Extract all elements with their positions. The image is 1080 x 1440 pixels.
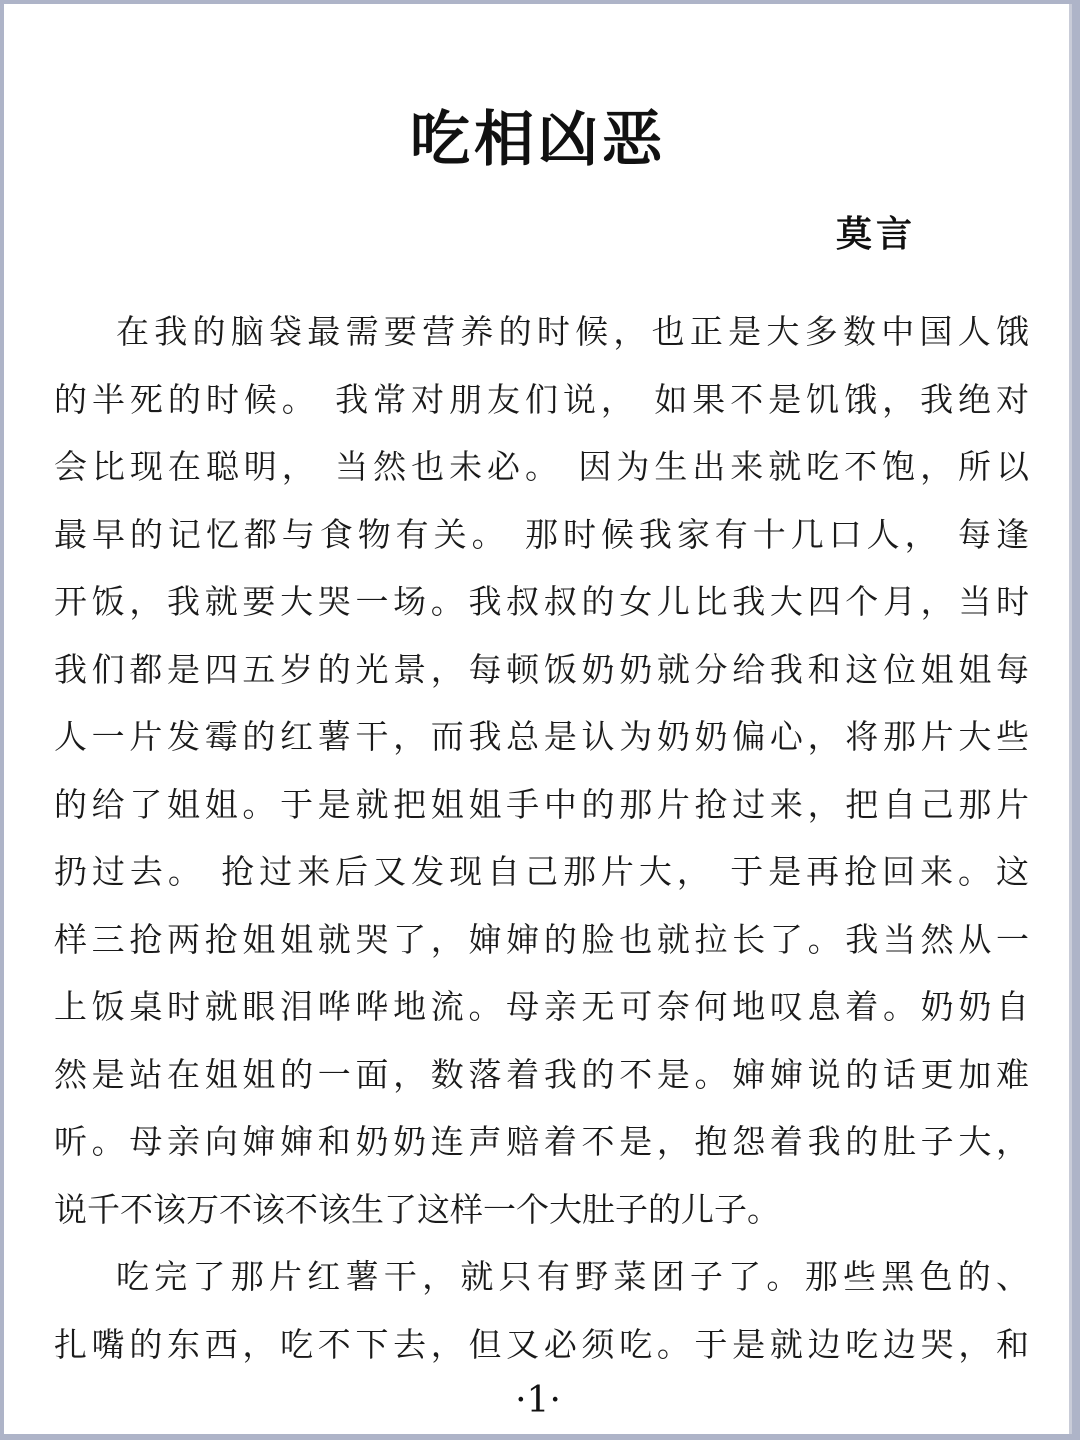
text-line: 人一片发霉的红薯干，而我总是认为奶奶偏心，将那片大些	[54, 717, 1029, 756]
text-line: 扎嘴的东西，吃不下去，但又必须吃。于是就边吃边哭，和	[54, 1324, 1029, 1364]
text-line: 上饭桌时就眼泪哗哗地流。母亲无可奈何地叹息着。奶奶自	[54, 987, 1029, 1026]
text-line: 吃完了那片红薯干，就只有野菜团子了。那些黑色的、	[116, 1257, 1029, 1296]
document-title: 吃相凶恶	[410, 105, 666, 175]
text-line: 开饭，我就要大哭一场。我叔叔的女儿比我大四个月，当时	[54, 582, 1029, 621]
text-line: 听。母亲向婶婶和奶奶连声赔着不是，抱怨着我的肚子大，	[54, 1122, 1029, 1161]
author-name: 莫言	[836, 214, 917, 255]
text-line: 然是站在姐姐的一面，数落着我的不是。婶婶说的话更加难	[54, 1054, 1029, 1094]
text-line: 说千不该万不该不该生了这样一个大肚子的儿子。	[54, 1189, 780, 1229]
text-line: 最早的记忆都与食物有关。 那时候我家有十几口人， 每逢	[54, 514, 1029, 554]
text-line: 我们都是四五岁的光景，每顿饭奶奶就分给我和这位姐姐每	[54, 649, 1029, 689]
text-line: 扔过去。 抢过来后又发现自己那片大， 于是再抢回来。这	[54, 852, 1029, 891]
text-line: 的给了姐姐。于是就把姐姐手中的那片抢过来，把自己那片	[54, 784, 1029, 824]
text-line: 会比现在聪明， 当然也未必。 因为生出来就吃不饱，所以	[54, 447, 1029, 486]
text-line: 的半死的时候。 我常对朋友们说， 如果不是饥饿，我绝对	[54, 379, 1029, 419]
page-number: ·1·	[515, 1380, 561, 1421]
text-line: 在我的脑袋最需要营养的时候，也正是大多数中国人饿	[116, 312, 1029, 351]
text-line: 样三抢两抢姐姐就哭了，婶婶的脸也就拉长了。我当然从一	[54, 919, 1029, 959]
document-page	[4, 4, 1072, 1434]
body-text	[54, 298, 1029, 1378]
